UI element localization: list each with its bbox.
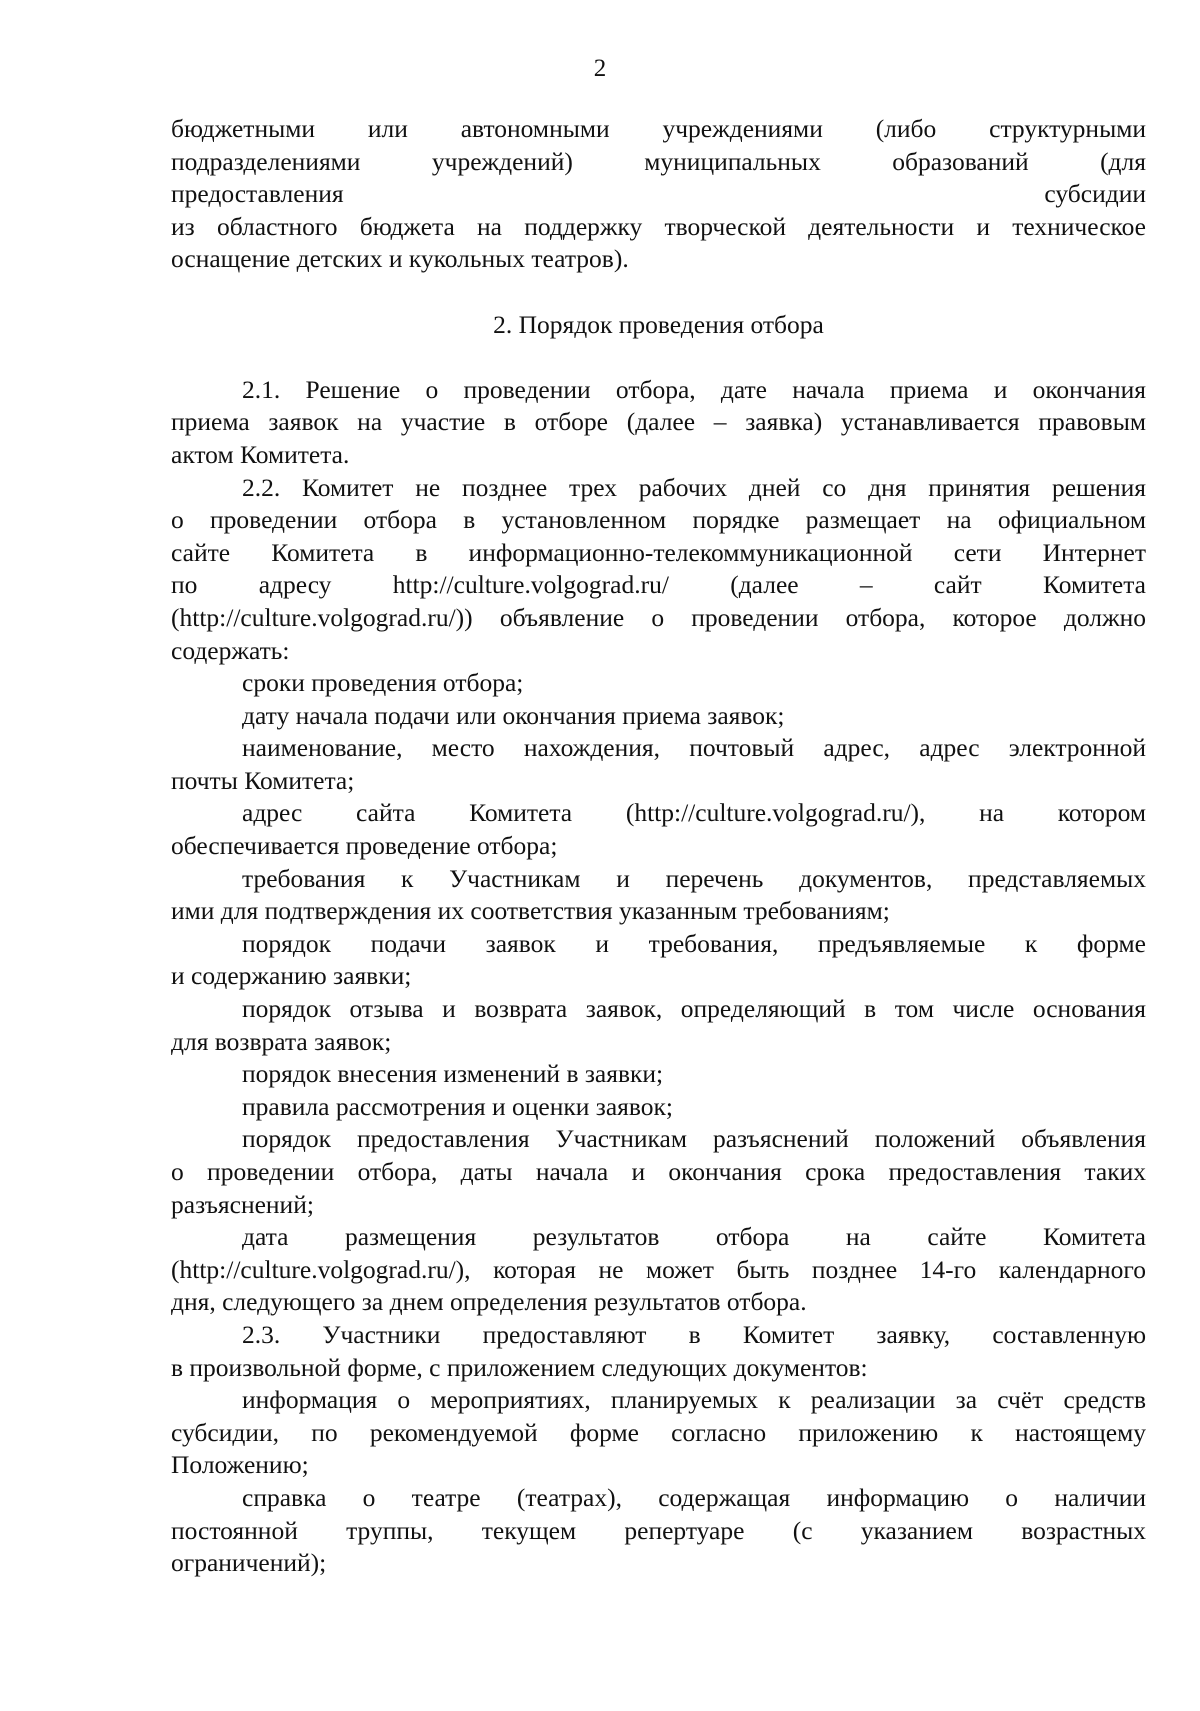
text-line: и содержанию заявки; (171, 961, 412, 991)
text-line: информация о мероприятиях, планируемых к реализации за счёт средств (242, 1385, 1146, 1415)
text-line: дня, следующего за днем определения результатов отбора. (171, 1287, 807, 1317)
text-line: Положению; (171, 1450, 309, 1480)
text-line: актом Комитета. (171, 439, 350, 469)
text-line: порядок внесения изменений в заявки; (242, 1059, 664, 1089)
text-line: по адресу http://culture.volgograd.ru/ (далее – сайт Комитета (171, 570, 1146, 600)
text-line: наименование, место нахождения, почтовый адрес, адрес электронной (242, 733, 1146, 763)
text-line: 2.2. Комитет не позднее трех рабочих дней со дня принятия решения (242, 472, 1146, 502)
text-line: 2.1. Решение о проведении отбора, дате начала приема и окончания (242, 374, 1146, 404)
text-line: в произвольной форме, с приложением следующих документов: (171, 1352, 868, 1382)
text-line: адрес сайта Комитета (http://culture.volgograd.ru/), на котором (242, 798, 1146, 828)
text-line: почты Комитета; (171, 765, 355, 795)
text-line: о проведении отбора в установленном порядке размещает на официальном (171, 505, 1146, 535)
text-line: о проведении отбора, даты начала и окончания срока предоставления таких (171, 1157, 1146, 1186)
text-line: постоянной труппы, текущем репертуаре (с указанием возрастных (171, 1515, 1146, 1545)
text-line: (http://culture.volgograd.ru/)) объявление о проведении отбора, которое должно (171, 602, 1146, 632)
document-body (171, 113, 1146, 1580)
text-line: содержать: (171, 635, 290, 665)
text-line: предоставления субсидии (171, 179, 1146, 209)
page-number: 2 (593, 55, 607, 82)
text-line: бюджетными или автономными учреждениями (либо структурными (171, 114, 1146, 143)
text-line: порядок подачи заявок и требования, предъявляемые к форме (242, 928, 1146, 958)
text-line: ограничений); (171, 1548, 327, 1578)
text-line: подразделениями учреждений) муниципальных образований (для (171, 146, 1146, 176)
text-line: обеспечивается проведение отбора; (171, 831, 558, 861)
text-line: из областного бюджета на поддержку творческой деятельности и техническое (171, 211, 1146, 241)
text-line: субсидии, по рекомендуемой форме согласно приложению к настоящему (171, 1417, 1146, 1447)
section-heading: 2. Порядок проведения отбора (493, 309, 824, 339)
text-line: для возврата заявок; (171, 1026, 392, 1056)
text-line: разъяснений; (171, 1189, 314, 1219)
blank-line (171, 341, 1146, 374)
text-line: дату начала подачи или окончания приема заявок; (242, 700, 785, 730)
text-line: сроки проведения отбора; (242, 668, 524, 698)
text-line: порядок предоставления Участникам разъяснений положений объявления (242, 1124, 1146, 1154)
text-line: правила рассмотрения и оценки заявок; (242, 1091, 673, 1121)
text-line: справка о театре (театрах), содержащая информацию о наличии (242, 1482, 1146, 1512)
text-line: 2.3. Участники предоставляют в Комитет заявку, составленную (242, 1319, 1146, 1349)
text-line: порядок отзыва и возврата заявок, определяющий в том числе основания (242, 994, 1146, 1024)
text-line: (http://culture.volgograd.ru/), которая не может быть позднее 14-го календарного (171, 1254, 1146, 1284)
text-line: оснащение детских и кукольных театров). (171, 244, 629, 274)
text-line: сайте Комитета в информационно-телекоммуникационной сети Интернет (171, 537, 1146, 567)
text-line: требования к Участникам и перечень документов, представляемых (242, 863, 1146, 893)
blank-line (171, 276, 1146, 309)
text-line: приема заявок на участие в отборе (далее – заявка) устанавливается правовым (171, 407, 1146, 437)
text-line: ими для подтверждения их соответствия указанным требованиям; (171, 896, 890, 926)
text-line: дата размещения результатов отбора на сайте Комитета (242, 1222, 1146, 1252)
